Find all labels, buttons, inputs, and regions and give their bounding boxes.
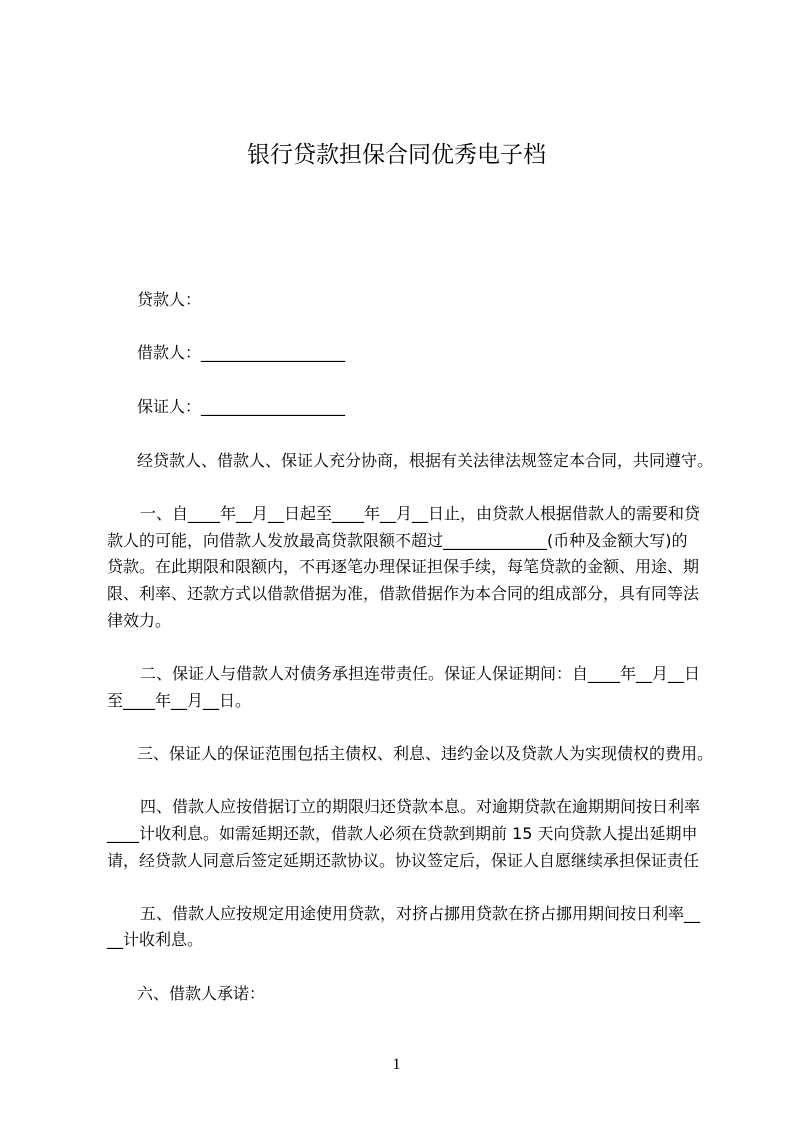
borrower-field: 借款人：__________________ xyxy=(137,343,346,362)
lender-field: 贷款人： xyxy=(137,290,202,309)
clause-5-line: __计收利息。 xyxy=(107,930,204,949)
clause-1-line: 限、利率、还款方式以借款借据为准，借款借据作为本合同的组成部分，具有同等法 xyxy=(107,584,700,603)
clause-4-line: ____计收利息。如需延期还款，借款人必须在贷款到期前 15 天向贷款人提出延期申 xyxy=(107,824,698,843)
clause-1-line: 一、自____年__月__日起至____年__月__日止，由贷款人根据借款人的需要和贷 xyxy=(140,504,701,523)
clause-6-line: 六、借款人承诺： xyxy=(137,984,266,1003)
clause-3-line: 三、保证人的保证范围包括主债权、利息、违约金以及贷款人为实现债权的费用。 xyxy=(137,744,714,763)
page-number: 1 xyxy=(392,1056,401,1073)
clause-5-line: 五、借款人应按规定用途使用贷款，对挤占挪用贷款在挤占挪用期间按日利率__ xyxy=(140,904,701,923)
clause-1-line: 款人的可能，向借款人发放最高贷款限额不超过_____________(币种及金额大写)的 xyxy=(107,531,688,550)
clause-2-line: 至____年__月__日。 xyxy=(107,691,252,710)
clause-1-line: 贷款。在此期限和限额内，不再逐笔办理保证担保手续，每笔贷款的金额、用途、期 xyxy=(107,557,700,576)
clause-2-line: 二、保证人与借款人对债务承担连带责任。保证人保证期间：自____年__月__日 xyxy=(140,664,701,683)
preamble-paragraph: 经贷款人、借款人、保证人充分协商，根据有关法律法规签定本合同，共同遵守。 xyxy=(137,451,714,470)
guarantor-field: 保证人：__________________ xyxy=(137,397,346,416)
clause-1-line: 律效力。 xyxy=(107,611,172,630)
clause-4-line: 四、借款人应按借据订立的期限归还贷款本息。对逾期贷款在逾期期间按日利率 xyxy=(140,797,701,816)
clause-4-line: 请，经贷款人同意后签定延期还款协议。协议签定后，保证人自愿继续承担保证责任 xyxy=(107,851,700,870)
document-title: 银行贷款担保合同优秀电子档 xyxy=(247,142,546,168)
